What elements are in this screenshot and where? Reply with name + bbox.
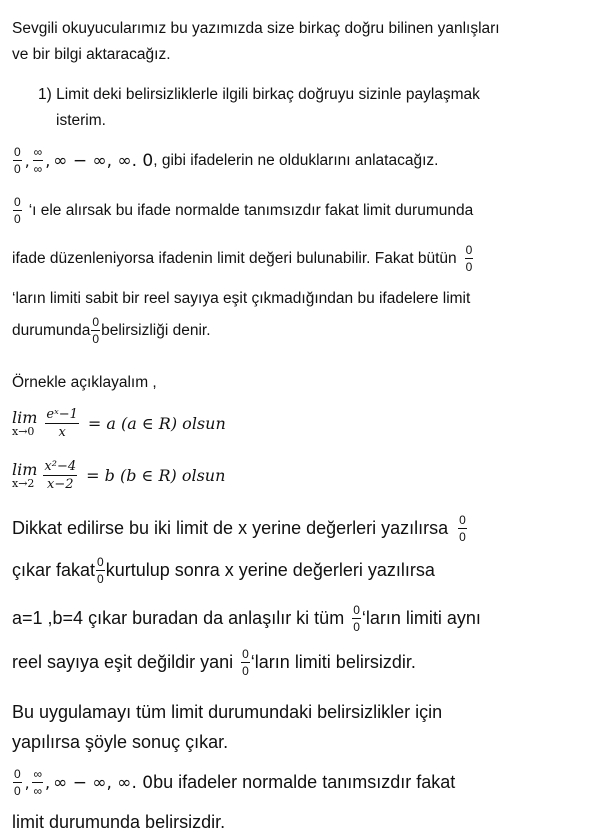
limit-fraction: $\frac{\text{eˣ−1}}{x}$ xyxy=(46,407,78,440)
limit-operator: lim x→0 xyxy=(12,407,38,439)
intro-line-1: Sevgili okuyucularımız bu yazımızda size birkaç doğru bilinen yanlışları xyxy=(12,20,500,37)
para4-line-1: Bu uygulamayı tüm limit durumundaki belirsizlikler için xyxy=(12,702,443,722)
para3-line-4: reel sayıya eşit değildir yani $\frac{0}{0}$ ‘ların limiti belirsizdir. xyxy=(12,647,416,678)
para4-line-2: yapılırsa şöyle sonuç çıkar. xyxy=(12,732,229,752)
para4-line-3: $\frac{0}{0}$ , $\frac{\infty}{\infty}$ , ∞ − ∞, ∞. 0 bu ifadeler normalde tanımsızdır fakat xyxy=(14,767,456,798)
fraction-zero-over-zero: $\frac{0}{0}$ xyxy=(14,145,21,176)
para2-line-3: ‘ların limiti sabit bir reel sayıya eşit çıkmadığından bu ifadelere limit xyxy=(12,290,471,307)
fraction-zero-over-zero: $\frac{0}{0}$ xyxy=(97,555,104,586)
item-1-line-1: 1) Limit deki belirsizliklerle ilgili birkaç doğruyu sizinle paylaşmak xyxy=(38,86,480,103)
fraction-inf-over-inf: $\frac{\infty}{\infty}$ xyxy=(33,145,43,176)
equation-2: lim x→2 $\frac{\text{x²−4}}{x-2}$ = b (b ∈ R) olsun xyxy=(12,459,226,492)
para4-line-4: limit durumunda belirsizdir. xyxy=(12,812,226,832)
para3-line-1: Dikkat edilirse bu iki limit de x yerine değerleri yazılırsa $\frac{0}{0}$ xyxy=(12,513,466,544)
para2-line-2: ifade düzenleniyorsa ifadenin limit değeri bulunabilir. Fakat bütün $\frac{0}{0}$ xyxy=(12,243,473,274)
fraction-zero-over-zero: $\frac{0}{0}$ xyxy=(14,767,21,798)
fraction-inf-over-inf: $\frac{\infty}{\infty}$ xyxy=(33,767,43,798)
fraction-zero-over-zero: $\frac{0}{0}$ xyxy=(465,243,473,274)
forms-rest: ∞ − ∞, ∞. 0 xyxy=(53,150,154,171)
fraction-zero-over-zero: $\frac{0}{0}$ xyxy=(459,513,466,544)
forms-rest: ∞ − ∞, ∞. 0 xyxy=(53,772,154,793)
fraction-zero-over-zero: $\frac{0}{0}$ xyxy=(242,647,249,678)
equation-1: lim x→0 $\frac{\text{eˣ−1}}{x}$ = a (a ∈ R) olsun xyxy=(12,407,226,440)
example-heading: Örnekle açıklayalım , xyxy=(12,374,157,391)
fraction-zero-over-zero: $\frac{0}{0}$ xyxy=(92,315,100,346)
para3-line-3: a=1 ,b=4 çıkar buradan da anlaşılır ki tüm $\frac{0}{0}$ ‘ların limiti aynı xyxy=(12,603,481,634)
indeterminate-forms-line: $\frac{0}{0}$ , $\frac{\infty}{\infty}$ , ∞ − ∞, ∞. 0 , gibi ifadelerin ne olduklarını anlatacağız. xyxy=(14,145,439,176)
para2-line-4: durumunda $\frac{0}{0}$ belirsizliği denir. xyxy=(12,315,211,346)
fraction-zero-over-zero: $\frac{0}{0}$ xyxy=(353,603,360,634)
para3-line-2: çıkar fakat $\frac{0}{0}$ kurtulup sonra x yerine değerleri yazılırsa xyxy=(12,555,435,586)
intro-line-2: ve bir bilgi aktaracağız. xyxy=(12,46,171,63)
limit-operator: lim x→2 xyxy=(12,459,38,491)
limit-fraction: $\frac{\text{x²−4}}{x-2}$ xyxy=(44,459,77,492)
para2-line-1: $\frac{0}{0}$ ‘ı ele alırsak bu ifade normalde tanımsızdır fakat limit durumunda xyxy=(14,195,474,226)
fraction-zero-over-zero: $\frac{0}{0}$ xyxy=(14,195,21,226)
item-1-line-2: isterim. xyxy=(56,112,106,129)
